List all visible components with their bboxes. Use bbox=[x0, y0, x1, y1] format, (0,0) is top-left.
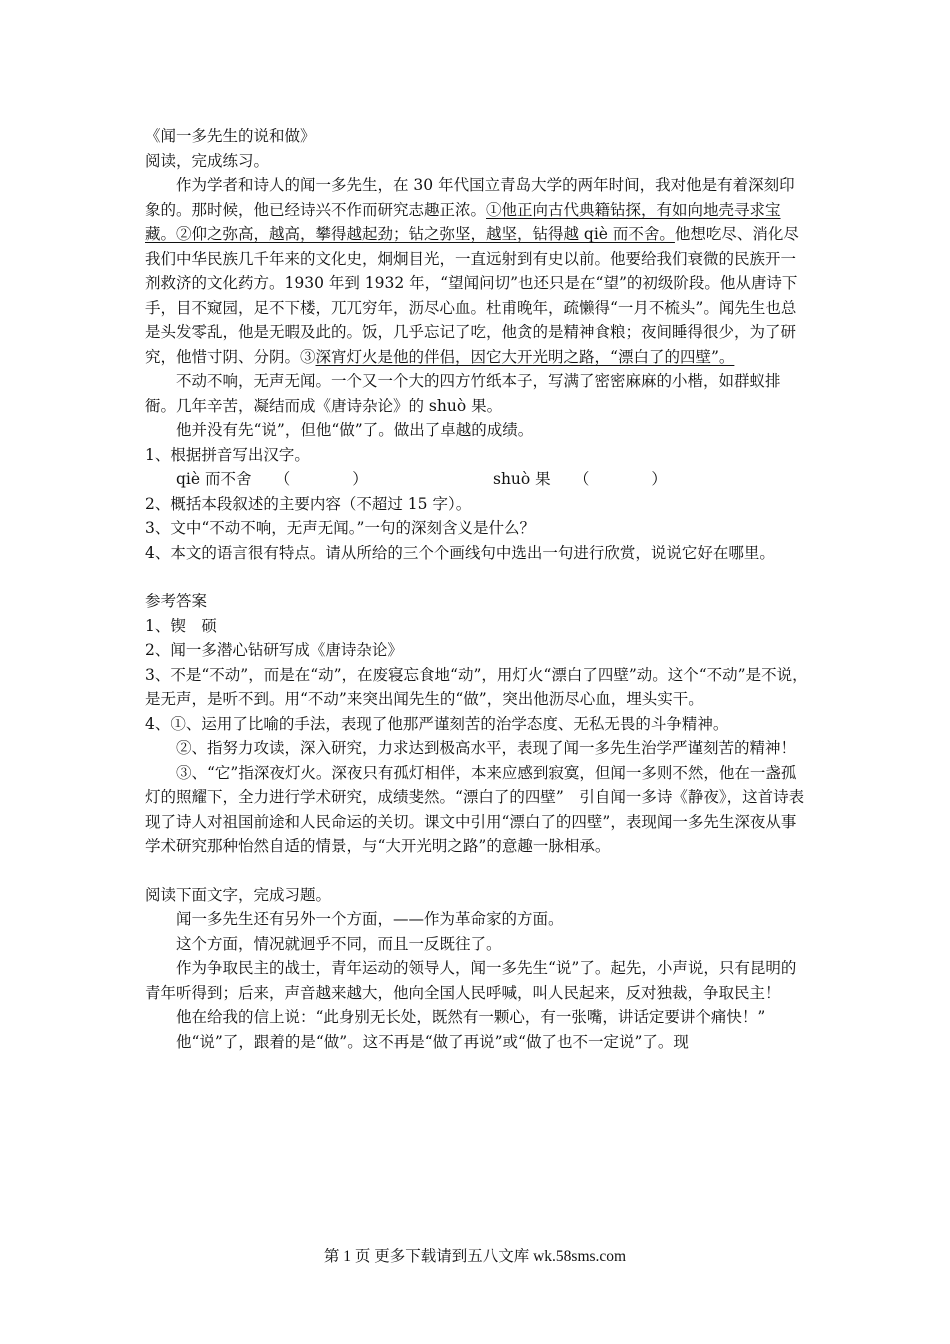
section2-paragraph-2: 这个方面，情况就迥乎不同，而且一反既往了。 bbox=[176, 934, 502, 953]
section1-instruction: 阅读，完成练习。 bbox=[145, 151, 270, 170]
question-2: 2、概括本段叙述的主要内容（不超过 15 字）。 bbox=[145, 494, 472, 513]
answer-4-2: ②、指努力攻读，深入研究，力求达到极高水平，表现了闻一多先生治学严谨刻苦的精神！ bbox=[176, 739, 797, 757]
underlined-sentence-3: 深宵灯火是他的伴侣，因它大开光明之路，“漂白了的四壁”。 bbox=[315, 347, 735, 366]
question-1: 1、根据拼音写出汉字。 bbox=[145, 445, 310, 464]
document-title: 《闻一多先生的说和做》 bbox=[145, 127, 316, 145]
section2-paragraph-3: 作为争取民主的战士，青年运动的领导人，闻一多先生“说”了。起先，小声说，只有昆明的青年听得到；后来，声音越来越大，他向全国人民呼喊，叫人民起来，反对独裁，争取民主！ bbox=[145, 959, 797, 1002]
passage-paragraph-2: 不动不响，无声无闻。一个又一个大的四方竹纸本子，写满了密密麻麻的小楷，如群蚁排衙。几年辛苦，凝结而成《唐诗杂论》的 shuò 果。 bbox=[145, 372, 781, 415]
spacer bbox=[145, 565, 810, 589]
pinyin-blank-2: shuò 果 （ ） bbox=[493, 470, 667, 488]
answer-4-3: ③、“它”指深夜灯火。深夜只有孤灯相伴，本来应感到寂寞，但闻一多则不然，他在一盏孤灯的照耀下，全力进行学术研究，成绩斐然。“漂白了的四壁” 引自闻一多诗《静夜》，这首诗表现了诗人对祖国前途和人民命运的关切。课文中引用“漂白了的四壁”，表现闻一多先生深夜从事学术研究那种怡然自适的情景，与“大开光明之路”的意趣一脉相承。 bbox=[145, 763, 805, 855]
pinyin-blank-1: qiè 而不舍 （ ） bbox=[176, 470, 368, 488]
section2-paragraph-4: 他在给我的信上说：“此身别无长处，既然有一颗心，有一张嘴，讲话定要讲个痛快！” bbox=[176, 1008, 766, 1026]
passage-paragraph-1 bbox=[145, 173, 810, 369]
document-body bbox=[145, 124, 810, 1054]
pinyin-blanks bbox=[145, 467, 810, 492]
question-3: 3、文中“不动不响，无声无闻。”一句的深刻含义是什么？ bbox=[145, 519, 535, 537]
passage-paragraph-3: 他并没有先“说”，但他“做”了。做出了卓越的成绩。 bbox=[176, 421, 534, 439]
passage-text: 他想吃尽、消化尽我们中华民族几千年来的文化史，炯炯目光，一直远射到有史以前。他要给我们衰微的民族开一剂救济的文化药方。1930 年到 1932 年，“望闻问切”也还只是在“望”的初级阶段。他从唐诗下手，目不窥园，足不下楼，兀兀穷年，沥尽心血。杜甫晚年，疏懒得“一月不梳头”。闻先生也总是头发零乱，他是无暇及此的。饭，几乎忘记了吃，他贪的是精神食粮；夜间睡得很少，为了研究，他惜寸阴、分阴。③ bbox=[145, 225, 799, 366]
underlined-sentence-1-2: ①他正向古代典籍钻探，有如向地壳寻求宝藏。②仰之弥高，越高，攀得越起劲；钻之弥坚，越坚，钻得越 qiè 而不舍。 bbox=[145, 200, 781, 243]
section2-instruction: 阅读下面文字，完成习题。 bbox=[145, 885, 332, 904]
question-4: 4、本文的语言很有特点。请从所给的三个个画线句中选出一句进行欣赏，说说它好在哪里。 bbox=[145, 543, 775, 562]
answers-heading: 参考答案 bbox=[145, 592, 208, 610]
section2-paragraph-1: 闻一多先生还有另外一个方面，——作为革命家的方面。 bbox=[176, 910, 564, 928]
answer-4-1: 4、①、运用了比喻的手法，表现了他那严谨刻苦的治学态度、无私无畏的斗争精神。 bbox=[145, 714, 729, 733]
section2-paragraph-5: 他“说”了，跟着的是“做”。这不再是“做了再说”或“做了也不一定说”了。现 bbox=[176, 1032, 689, 1051]
page-footer: 第 1 页 更多下载请到五八文库 wk.58sms.com bbox=[323, 1248, 627, 1265]
passage-text: 作为学者和诗人的闻一多先生，在 30 年代国立青岛大学的两年时间，我对他是有着深刻印象的。那时候，他已经诗兴不作而研究志趣正浓。 bbox=[145, 176, 795, 219]
spacer bbox=[145, 859, 810, 883]
answer-1: 1、锲 硕 bbox=[145, 616, 217, 635]
answer-2: 2、闻一多潜心钻研写成《唐诗杂论》 bbox=[145, 641, 403, 659]
answer-3: 3、不是“不动”，而是在“动”，在废寝忘食地“动”，用灯火“漂白了四壁”动。这个“不动”是不说，是无声，是听不到。用“不动”来突出闻先生的“做”，突出他沥尽心血，埋头实干。 bbox=[145, 665, 808, 708]
